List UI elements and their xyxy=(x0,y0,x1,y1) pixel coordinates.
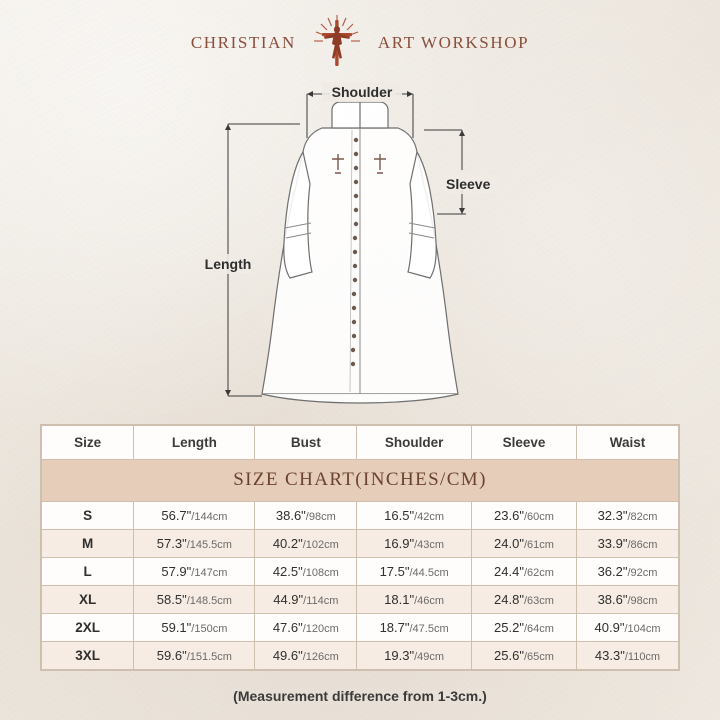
cell-shoulder xyxy=(357,558,472,586)
cell-size: M xyxy=(42,530,134,558)
cell-shoulder xyxy=(357,642,472,670)
cell-shoulder xyxy=(357,586,472,614)
value-in: 38.6" xyxy=(275,508,306,523)
value-in: 16.5" xyxy=(384,508,415,523)
value-in: 40.2" xyxy=(272,536,303,551)
value-in: 38.6" xyxy=(597,592,628,607)
value-in: 57.3" xyxy=(156,536,187,551)
value-cm: /120cm xyxy=(302,623,339,635)
value-in: 23.6" xyxy=(494,508,524,523)
value-in: 57.9" xyxy=(161,564,192,579)
value-in: 24.8" xyxy=(494,592,524,607)
table-row xyxy=(42,614,679,642)
value-in: 18.7" xyxy=(379,620,410,635)
column-header-length: Length xyxy=(134,426,255,460)
cell-sleeve xyxy=(471,530,576,558)
value-cm: /110cm xyxy=(624,651,661,663)
crucifix-sunburst-logo-icon xyxy=(306,12,368,70)
cell-sleeve xyxy=(471,502,576,530)
value-cm: /44.5cm xyxy=(409,567,449,579)
value-cm: /46cm xyxy=(414,595,445,607)
value-in: 18.1" xyxy=(384,592,415,607)
value-in: 59.6" xyxy=(156,648,187,663)
value-cm: /65cm xyxy=(523,651,554,663)
value-cm: /147cm xyxy=(191,567,228,579)
cell-length xyxy=(134,558,255,586)
cell-size: L xyxy=(42,558,134,586)
value-in: 24.0" xyxy=(494,536,524,551)
brand-word-left: CHRISTIAN xyxy=(190,33,296,52)
cell-sleeve xyxy=(471,586,576,614)
column-header-sleeve: Sleeve xyxy=(471,426,576,460)
chart-title-unit: (INCHES/CM) xyxy=(355,469,487,490)
value-in: 49.6" xyxy=(272,648,303,663)
label-shoulder: Shoulder xyxy=(331,84,393,100)
table-row xyxy=(42,502,679,530)
cell-waist xyxy=(577,586,679,614)
label-length: Length xyxy=(204,256,252,272)
cell-size: S xyxy=(42,502,134,530)
value-in: 59.1" xyxy=(161,620,192,635)
cell-bust xyxy=(255,614,357,642)
value-cm: /82cm xyxy=(627,511,658,523)
value-in: 36.2" xyxy=(597,564,628,579)
label-sleeve: Sleeve xyxy=(446,176,491,192)
value-cm: /102cm xyxy=(302,539,339,551)
value-cm: /62cm xyxy=(523,567,554,579)
value-in: 25.6" xyxy=(494,648,524,663)
cell-sleeve xyxy=(471,614,576,642)
value-in: 43.3" xyxy=(594,648,625,663)
cell-bust xyxy=(255,530,357,558)
brand-header xyxy=(0,12,720,74)
value-cm: /150cm xyxy=(191,623,228,635)
value-cm: /108cm xyxy=(302,567,339,579)
cell-sleeve xyxy=(471,558,576,586)
value-cm: /151.5cm xyxy=(186,651,232,663)
cell-waist xyxy=(577,502,679,530)
value-in: 56.7" xyxy=(161,508,192,523)
value-cm: /86cm xyxy=(627,539,658,551)
cell-waist xyxy=(577,558,679,586)
value-in: 40.9" xyxy=(594,620,625,635)
table-row xyxy=(42,530,679,558)
cell-bust xyxy=(255,558,357,586)
value-cm: /126cm xyxy=(302,651,339,663)
cell-waist xyxy=(577,614,679,642)
cell-bust xyxy=(255,502,357,530)
value-cm: /98cm xyxy=(627,595,658,607)
value-cm: /145.5cm xyxy=(186,539,232,551)
table-header-row xyxy=(42,426,679,460)
value-in: 24.4" xyxy=(494,564,524,579)
value-in: 32.3" xyxy=(597,508,628,523)
cell-length xyxy=(134,530,255,558)
cell-shoulder xyxy=(357,530,472,558)
column-header-shoulder: Shoulder xyxy=(357,426,472,460)
value-cm: /60cm xyxy=(523,511,554,523)
value-in: 58.5" xyxy=(156,592,187,607)
value-cm: /92cm xyxy=(627,567,658,579)
table-row xyxy=(42,642,679,670)
value-cm: /61cm xyxy=(523,539,554,551)
value-in: 44.9" xyxy=(273,592,304,607)
size-chart-table xyxy=(40,424,680,671)
cell-waist xyxy=(577,530,679,558)
value-in: 19.3" xyxy=(384,648,415,663)
cell-length xyxy=(134,642,255,670)
cell-sleeve xyxy=(471,642,576,670)
value-in: 25.2" xyxy=(494,620,524,635)
value-cm: /63cm xyxy=(523,595,554,607)
cell-length xyxy=(134,502,255,530)
value-cm: /148.5cm xyxy=(186,595,232,607)
table-row xyxy=(42,558,679,586)
value-in: 47.6" xyxy=(272,620,303,635)
value-in: 17.5" xyxy=(379,564,410,579)
cell-waist xyxy=(577,642,679,670)
brand-word-right: ART WORKSHOP xyxy=(377,33,530,52)
value-cm: /104cm xyxy=(624,623,661,635)
cell-shoulder xyxy=(357,502,472,530)
value-cm: /144cm xyxy=(191,511,228,523)
chart-title: SIZE CHART xyxy=(233,469,356,490)
column-header-size: Size xyxy=(42,426,134,460)
value-cm: /49cm xyxy=(414,651,445,663)
cell-shoulder xyxy=(357,614,472,642)
cell-length xyxy=(134,614,255,642)
table-row xyxy=(42,586,679,614)
cell-size: 3XL xyxy=(42,642,134,670)
value-cm: /42cm xyxy=(414,511,445,523)
cell-size: XL xyxy=(42,586,134,614)
value-cm: /98cm xyxy=(305,511,336,523)
value-cm: /47.5cm xyxy=(409,623,449,635)
chart-title-row xyxy=(42,460,679,502)
value-cm: /64cm xyxy=(523,623,554,635)
cell-size: 2XL xyxy=(42,614,134,642)
value-in: 42.5" xyxy=(272,564,303,579)
cell-length xyxy=(134,586,255,614)
measurement-footnote: (Measurement difference from 1-3cm.) xyxy=(233,688,487,704)
value-cm: /114cm xyxy=(303,595,339,607)
column-header-waist: Waist xyxy=(577,426,679,460)
column-header-bust: Bust xyxy=(255,426,357,460)
garment-diagram xyxy=(0,66,720,418)
value-in: 16.9" xyxy=(384,536,415,551)
value-in: 33.9" xyxy=(597,536,628,551)
cell-bust xyxy=(255,586,357,614)
value-cm: /43cm xyxy=(414,539,445,551)
cell-bust xyxy=(255,642,357,670)
